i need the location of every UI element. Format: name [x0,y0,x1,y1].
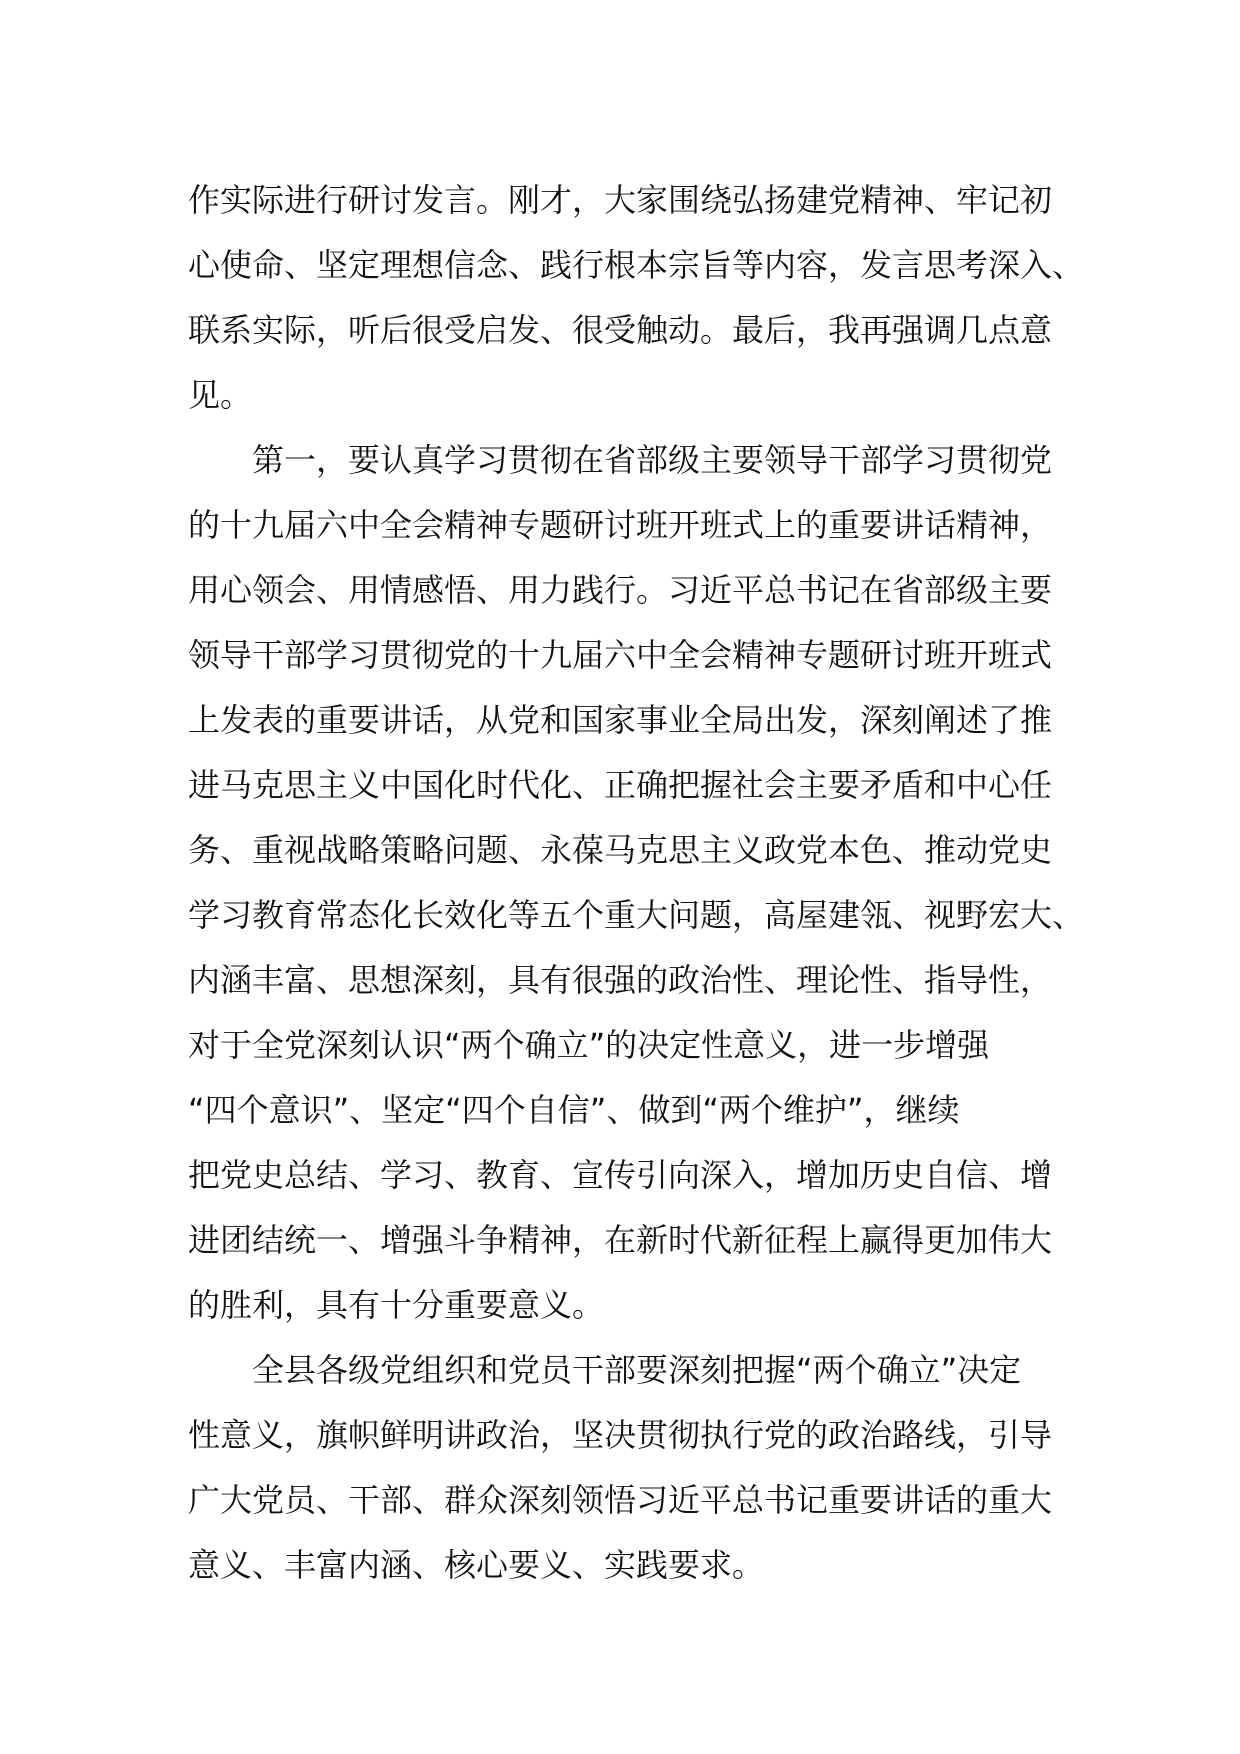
text-line: 领导干部学习贯彻党的十九届六中全会精神专题研讨班开班式 [188,636,1053,674]
text-line: 用心领会、用情感悟、用力践行。习近平总书记在省部级主要 [188,571,1053,609]
text-line: 意义、丰富内涵、核心要义、实践要求。 [188,1546,765,1584]
text-line: 的十九届六中全会精神专题研讨班开班式上的重要讲话精神， [188,506,1053,544]
text-line: 联系实际，听后很受启发、很受触动。最后，我再强调几点意 [188,311,1053,349]
text-line: 见。 [188,376,253,414]
text-line: 的胜利，具有十分重要意义。 [188,1286,605,1324]
text-line: 对于全党深刻认识“两个确立”的决定性意义，进一步增强 [188,1026,990,1064]
text-line: 进马克思主义中国化时代化、正确把握社会主要矛盾和中心任 [188,766,1053,804]
paragraph-first-line: 全县各级党组织和党员干部要深刻把握“两个确立”决定 [252,1351,1022,1389]
text-line: 务、重视战略策略问题、永葆马克思主义政党本色、推动党史 [188,831,1053,869]
text-line: “四个意识”、坚定“四个自信”、做到“两个维护”，继续 [188,1091,960,1129]
text-line: 性意义，旗帜鲜明讲政治，坚决贯彻执行党的政治路线，引导 [188,1416,1053,1454]
text-line: 把党史总结、学习、教育、宣传引向深入，增加历史自信、增 [188,1156,1053,1194]
text-line: 进团结统一、增强斗争精神，在新时代新征程上赢得更加伟大 [188,1221,1053,1259]
document-body [188,168,1085,1598]
text-line: 心使命、坚定理想信念、践行根本宗旨等内容，发言思考深入、 [188,246,1085,284]
text-line: 学习教育常态化长效化等五个重大问题，高屋建瓴、视野宏大、 [188,896,1085,934]
text-line: 上发表的重要讲话，从党和国家事业全局出发，深刻阐述了推 [188,701,1053,739]
text-line: 作实际进行研讨发言。刚才，大家围绕弘扬建党精神、牢记初 [188,181,1053,219]
paragraph-first-line: 第一，要认真学习贯彻在省部级主要领导干部学习贯彻党 [252,441,1053,479]
text-line: 内涵丰富、思想深刻，具有很强的政治性、理论性、指导性， [188,961,1053,999]
text-line: 广大党员、干部、群众深刻领悟习近平总书记重要讲话的重大 [188,1481,1053,1519]
